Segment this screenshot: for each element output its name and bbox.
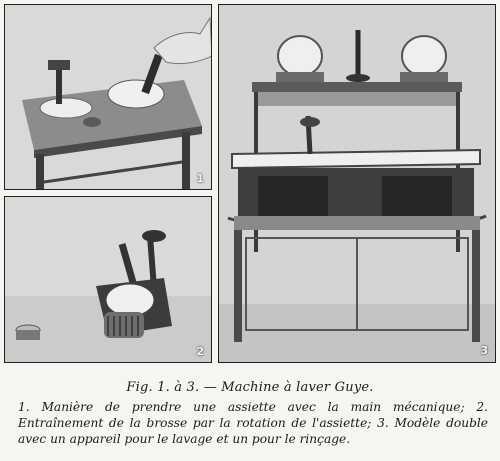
photo-2-illustration <box>4 196 212 363</box>
caption-body: 1. Manière de prendre une assiette avec la main mécanique; 2. Entraînement de la brosse par la rotation de l'assiette; 3. Modèle double avec un appareil pour le lavage et un pour le rinçage. <box>18 400 488 446</box>
figure-caption <box>0 366 500 447</box>
photo-1-illustration <box>4 4 212 190</box>
photo-1-mechanical-hand <box>4 4 212 190</box>
photo-3-illustration <box>218 4 496 363</box>
photo-3-double-model <box>218 4 496 363</box>
photo-2-brush-rotation <box>4 196 212 363</box>
photo-2-number: 2 <box>196 345 204 358</box>
photo-1-number: 1 <box>196 172 204 185</box>
caption-title: Fig. 1. à 3. — Machine à laver Guye. <box>126 380 374 395</box>
photo-3-number: 3 <box>480 344 488 357</box>
